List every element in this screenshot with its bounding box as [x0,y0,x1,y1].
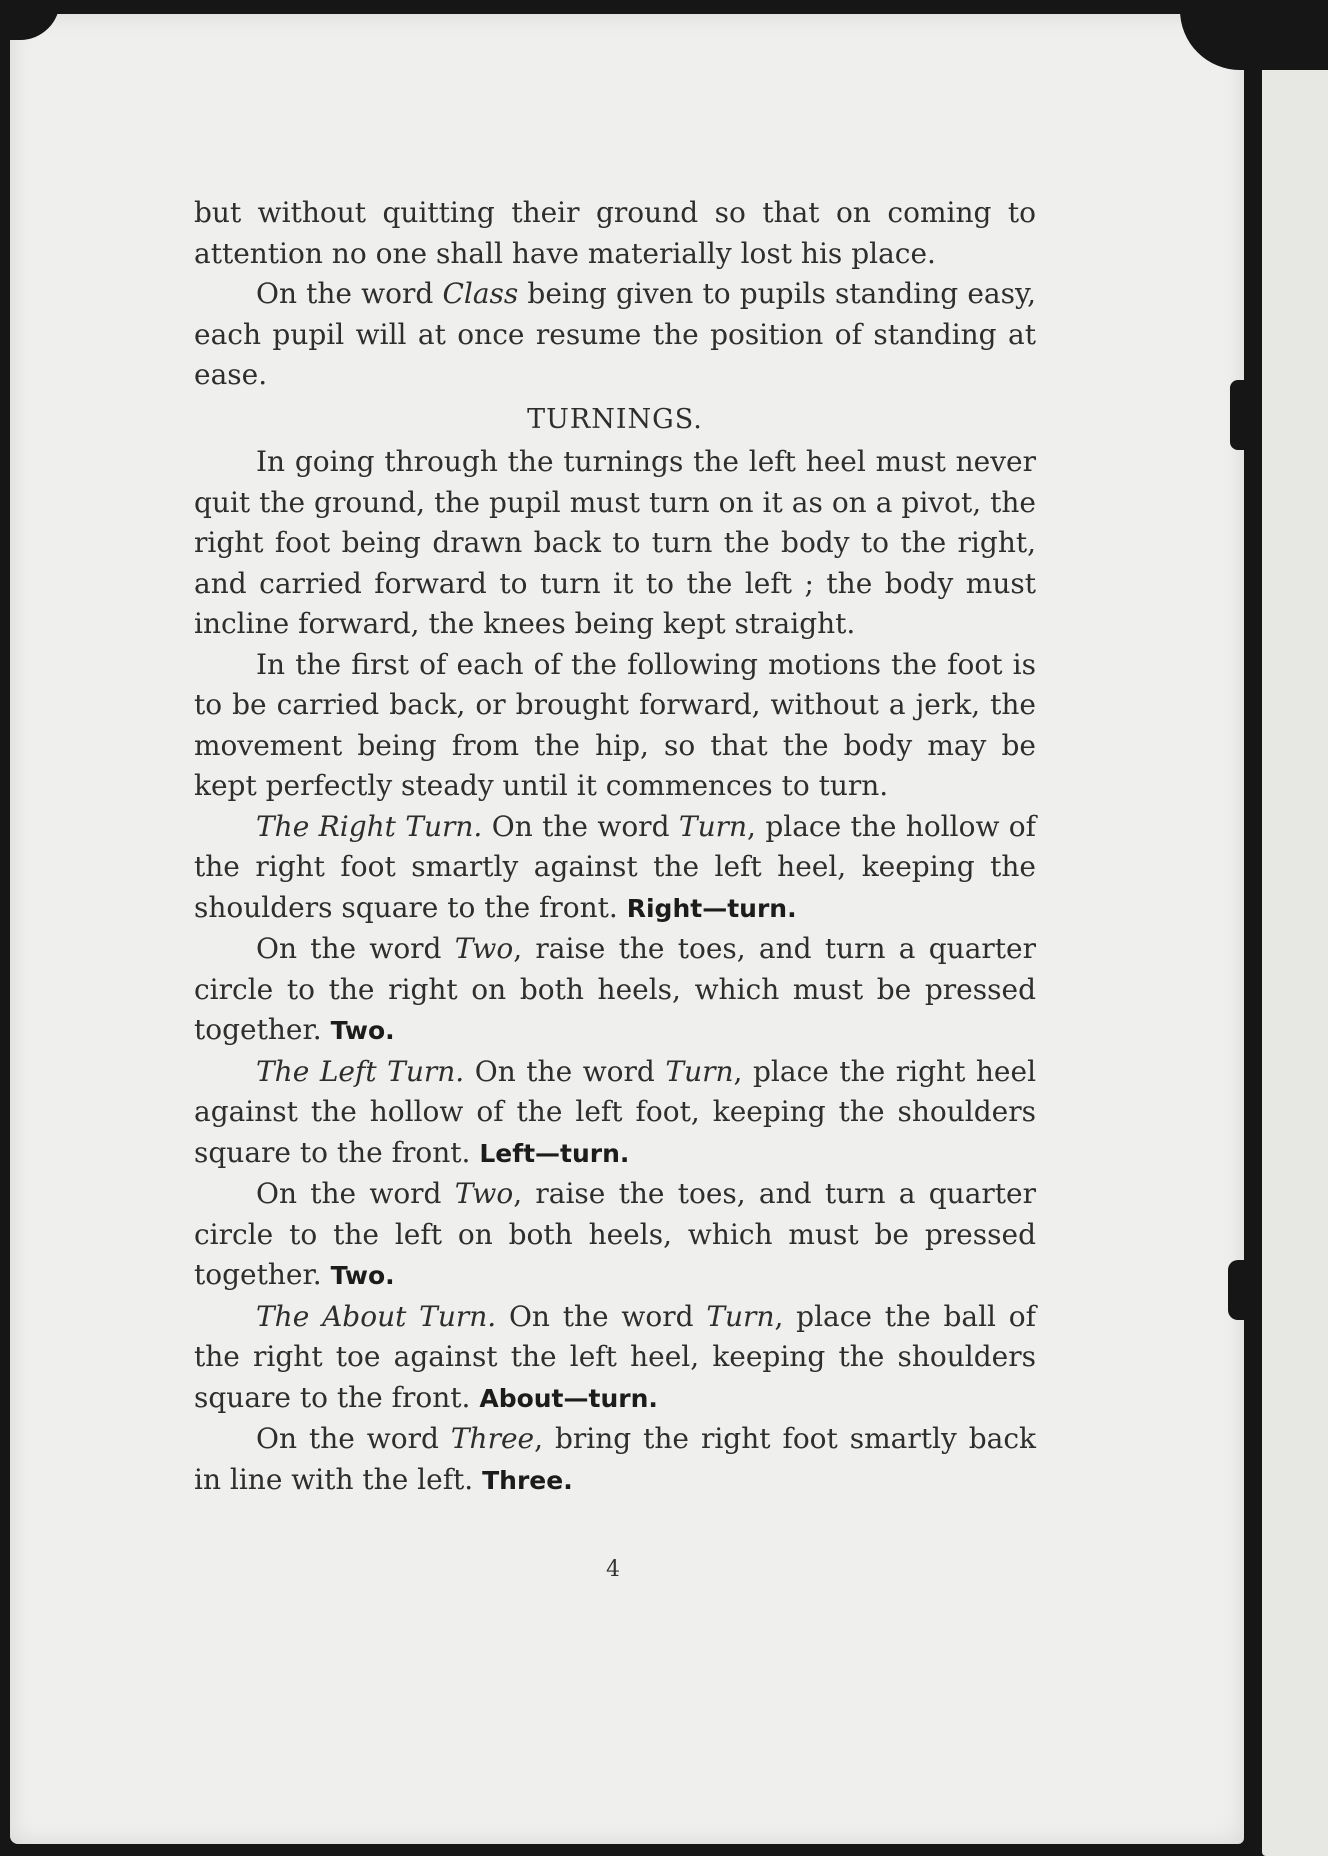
torn-edge-top [150,0,300,12]
paragraph [194,193,1036,274]
paragraph [194,1174,1036,1297]
italic-text: Two [454,1177,514,1210]
italic-text: Two [454,932,514,965]
paragraph [194,442,1036,645]
torn-edge-right [1230,380,1246,450]
paragraph-text: , place the hollow of the right foot smartly against the left heel, keeping the shoulders square to the front. [194,809,1037,924]
paragraph [194,645,1036,807]
command-word: Left—turn. [479,1138,630,1168]
paragraph-text: , raise the toes, and turn a quarter circle to the right on both heels, which must be pressed together. [194,932,1036,1046]
italic-text: The Right Turn. [256,809,483,843]
paragraph-text: On the word [464,1054,666,1088]
page-number: 4 [606,1557,620,1582]
italic-text: Turn [665,1054,734,1088]
paragraph-text: In going through the turnings the left heel must never quit the ground, the pupil must turn on it as on a pivot, the right foot being drawn back to turn the body to the right, and carried forward to turn it to the left ; the body must incline forward, the knees being kept straight. [194,445,1036,640]
italic-text: Turn [706,1299,775,1333]
paragraphs-after-heading [194,442,1036,1501]
paragraph-text: , bring the right foot smartly back in line with the left. [194,1422,1036,1496]
paragraphs-before-heading [194,193,1036,396]
command-word: Two. [330,1261,395,1290]
paragraph-text: , raise the toes, and turn a quarter circle to the left on both heels, which must be pressed together. [194,1177,1036,1291]
torn-edge-top [690,0,790,14]
paragraph-text: On the word [256,277,443,310]
italic-text: Turn [678,809,748,843]
command-word: About—turn. [479,1383,658,1413]
section-heading: TURNINGS. [527,403,703,435]
paragraph-text: In the first of each of the following motions the foot is to be carried back, or brought forward, without a jerk, the movement being from the hip, so that the body may be kept perfectly steady until it commences to turn. [194,647,1036,802]
command-word: Right—turn. [626,893,797,923]
page-body [194,193,1036,1501]
italic-text: The About Turn. [256,1299,497,1333]
command-word: Three. [482,1465,573,1495]
paragraph [194,807,1036,930]
paragraph [194,929,1036,1052]
paragraph-text: On the word [256,932,455,965]
paragraph [194,1052,1036,1175]
paragraph-text: On the word [496,1299,707,1333]
italic-text: Class [442,277,519,310]
paragraph-text: , place the right heel against the hollow of the left foot, keeping the shoulders square to the front. [194,1054,1037,1169]
paragraph-text: On the word [256,1422,451,1455]
paragraph-text: On the word [256,1177,455,1210]
adjacent-page-edge [1262,36,1328,1856]
paragraph [194,1419,1036,1501]
italic-text: Three [450,1422,535,1455]
command-word: Two. [330,1016,395,1045]
paragraph [194,274,1036,396]
paragraph-text: On the word [482,809,679,843]
paragraph-text: being given to pupils standing easy, each pupil will at once resume the position of standing at ease. [194,277,1036,391]
paragraph-text: , place the ball of the right toe against the left heel, keeping the shoulders square to the front. [194,1299,1036,1414]
paragraph [194,1297,1036,1420]
torn-edge-right [1228,1260,1248,1320]
paragraph-text: but without quitting their ground so that on coming to attention no one shall have materially lost his place. [194,196,1036,270]
italic-text: The Left Turn. [256,1054,465,1088]
